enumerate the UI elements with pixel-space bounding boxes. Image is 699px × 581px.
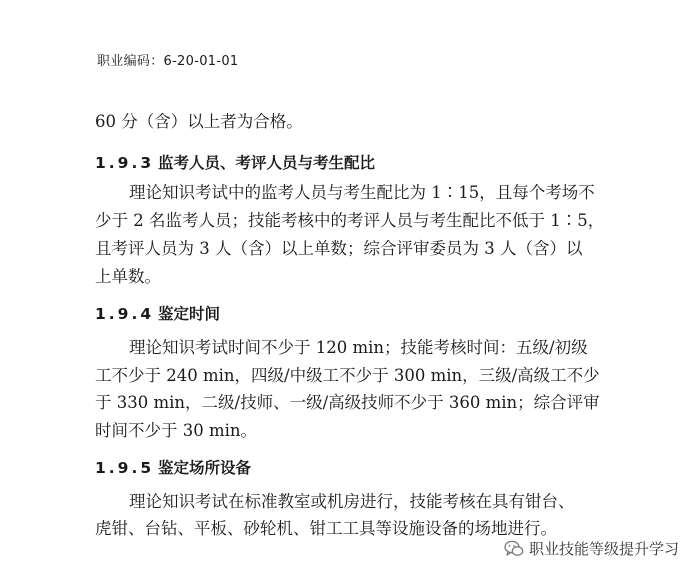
section-number: 1.9.4 bbox=[95, 305, 155, 323]
paragraph-line: 理论知识考试在标准教室或机房进行，技能考核在具有钳台、 bbox=[129, 492, 575, 511]
section-heading-1-9-5 bbox=[95, 456, 251, 478]
paragraph-line: 于 330 min，二级/技师、一级/高级技师不少于 360 min；综合评审 bbox=[95, 393, 600, 412]
paragraph-line: 且考评人员为 3 人（含）以上单数；综合评审委员为 3 人（含）以 bbox=[95, 239, 583, 258]
paragraph-line: 少于 2 名监考人员；技能考核中的考评人员与考生配比不低于 1∶5， bbox=[95, 211, 605, 230]
paragraph-line: 虎钳、台钻、平板、砂轮机、钳工工具等设施设备的场地进行。 bbox=[95, 519, 557, 538]
watermark-text: 职业技能等级提升学习 bbox=[528, 540, 679, 558]
paragraph-line: 理论知识考试时间不少于 120 min；技能考核时间：五级/初级 bbox=[129, 338, 588, 357]
paragraph-line: 上单数。 bbox=[95, 267, 161, 286]
section-title: 监考人员、考评人员与考生配比 bbox=[158, 154, 376, 172]
paragraph-line: 时间不少于 30 min。 bbox=[95, 421, 258, 440]
paragraph-line: 工不少于 240 min，四级/中级工不少于 300 min，三级/高级工不少 bbox=[95, 366, 600, 385]
paragraph-continued: 60 分（含）以上者为合格。 bbox=[95, 112, 303, 131]
occupation-code: 职业编码：6-20-01-01 bbox=[97, 54, 239, 69]
section-title: 鉴定场所设备 bbox=[158, 459, 252, 477]
watermark bbox=[504, 538, 679, 559]
wechat-icon bbox=[504, 540, 524, 558]
section-title: 鉴定时间 bbox=[158, 305, 221, 323]
section-heading-1-9-3 bbox=[95, 151, 375, 173]
section-heading-1-9-4 bbox=[95, 302, 220, 324]
section-number: 1.9.5 bbox=[95, 459, 155, 477]
paragraph-line: 理论知识考试中的监考人员与考生配比为 1∶15，且每个考场不 bbox=[129, 183, 595, 202]
section-number: 1.9.3 bbox=[95, 154, 155, 172]
